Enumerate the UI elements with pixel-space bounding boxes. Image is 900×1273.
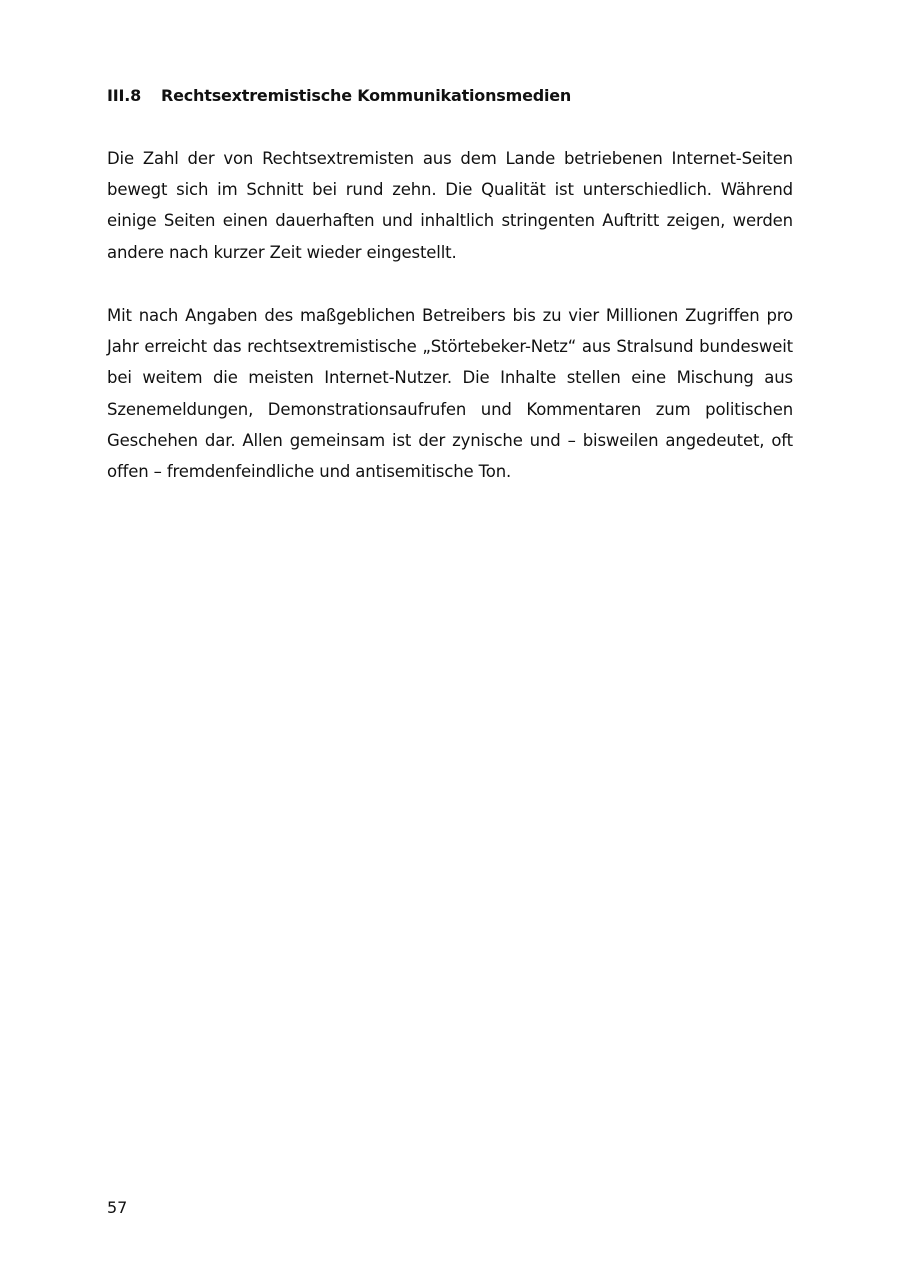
page-number: 57	[107, 1198, 128, 1217]
body-paragraph-2: Mit nach Angaben des maßgeblichen Betreibers bis zu vier Millionen Zugriffen pro Jahr erreicht das rechtsextremistische „Störtebeker-Netz“ aus Stralsund bundesweit bei weitem die meisten Internet-Nutzer. Die Inhalte stellen eine Mischung aus Szenemeldungen, Demonstrationsaufrufen und Kommentaren zum politischen Geschehen dar. Allen gemeinsam ist der zynische und – bisweilen angedeutet, oft offen – fremdenfeindliche und antisemitische Ton.	[107, 306, 793, 482]
section-number: III.8	[107, 86, 142, 105]
section-heading	[107, 86, 797, 105]
body-paragraph-1: Die Zahl der von Rechtsextremisten aus dem Lande betriebenen Internet-Seiten bewegt sich im Schnitt bei rund zehn. Die Qualität ist unterschiedlich. Während einige Seiten einen dauerhaften und inhaltlich stringenten Auftritt zeigen, werden andere nach kurzer Zeit wieder eingestellt.	[107, 149, 793, 262]
section-title: Rechtsextremistische Kommunikationsmedien	[161, 86, 572, 105]
